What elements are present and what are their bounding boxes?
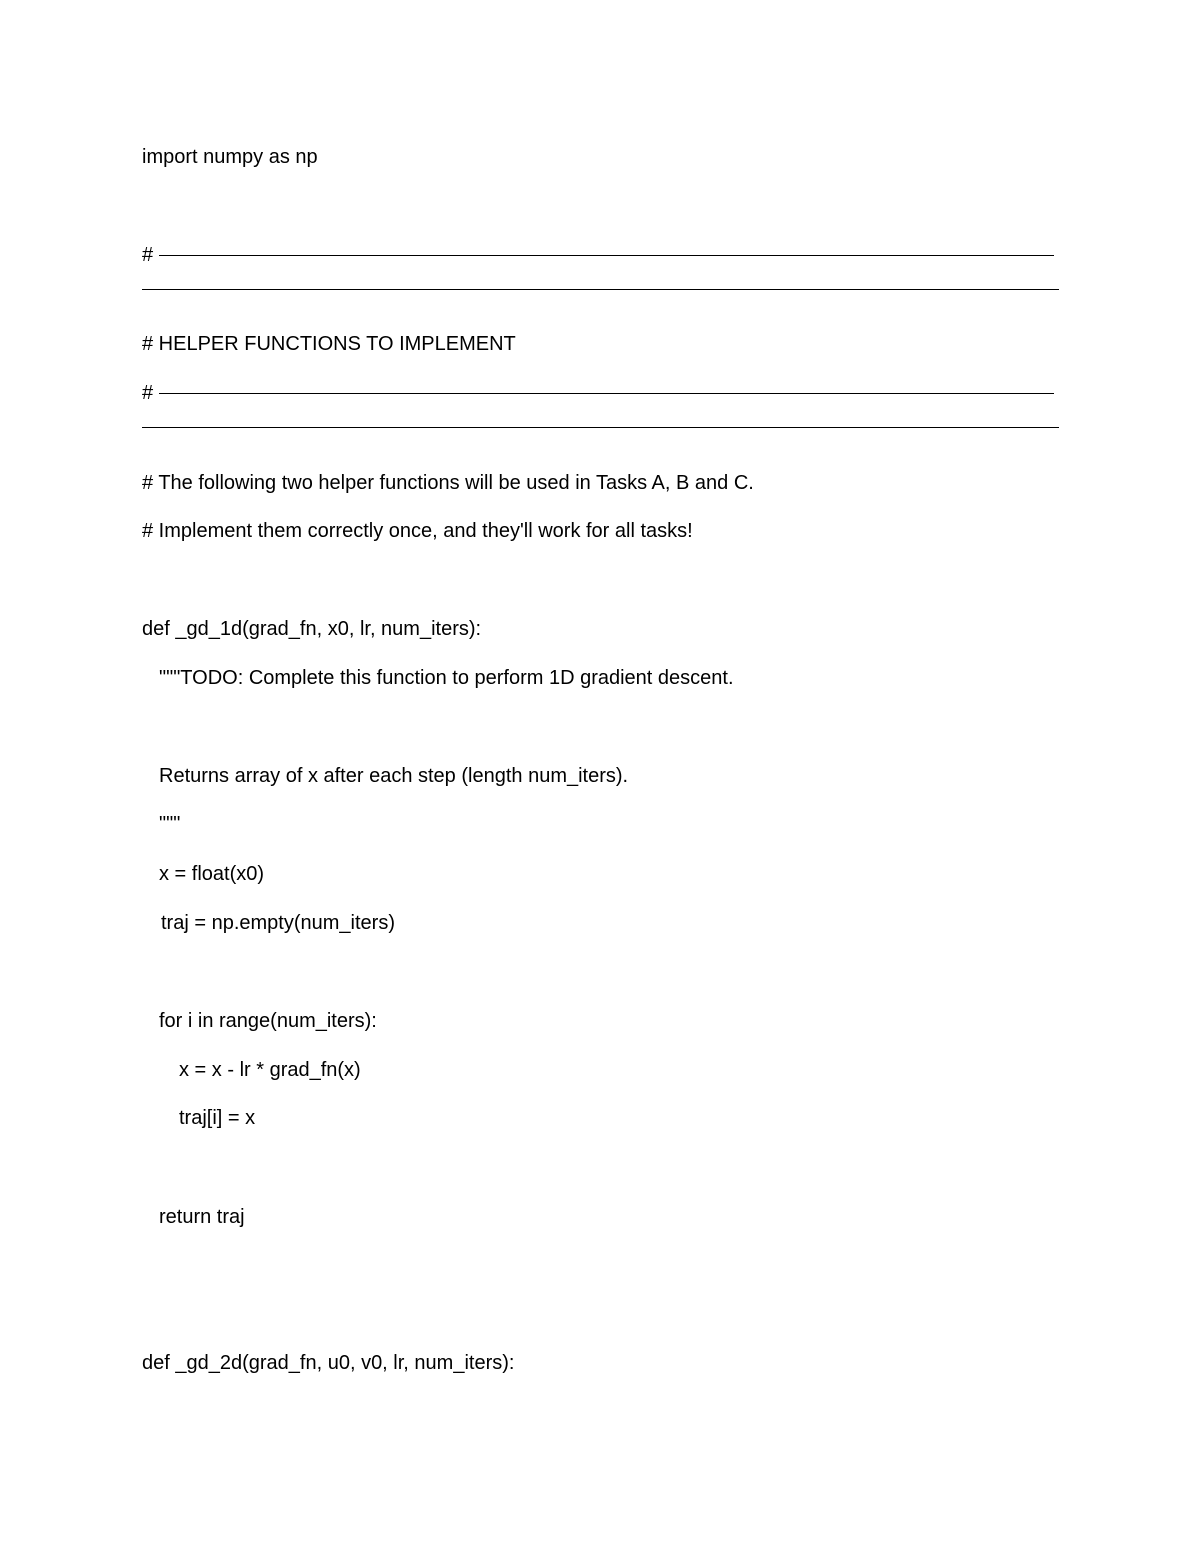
rule-line: [159, 255, 1054, 256]
divider-line: [142, 289, 1059, 290]
docstring-line: """TODO: Complete this function to perform 1D gradient descent.: [159, 667, 734, 689]
rule-hash: #: [142, 382, 154, 404]
docstring-close: """: [159, 813, 181, 835]
rule-line: [159, 393, 1054, 394]
code-line: return traj: [159, 1206, 245, 1228]
divider-line: [142, 427, 1059, 428]
function-def-gd-1d: def _gd_1d(grad_fn, x0, lr, num_iters):: [142, 618, 482, 640]
code-line: for i in range(num_iters):: [159, 1010, 377, 1032]
code-line: x = x - lr * grad_fn(x): [179, 1059, 361, 1081]
import-line: import numpy as np: [142, 146, 318, 168]
comment-line: # The following two helper functions will be used in Tasks A, B and C.: [142, 472, 754, 494]
code-line: traj = np.empty(num_iters): [161, 912, 395, 934]
comment-line: # Implement them correctly once, and they'll work for all tasks!: [142, 520, 693, 542]
section-title: # HELPER FUNCTIONS TO IMPLEMENT: [142, 333, 516, 355]
code-line: x = float(x0): [159, 863, 265, 885]
docstring-line: Returns array of x after each step (length num_iters).: [159, 765, 629, 787]
rule-hash: #: [142, 244, 154, 266]
code-line: traj[i] = x: [179, 1107, 256, 1129]
function-def-gd-2d: def _gd_2d(grad_fn, u0, v0, lr, num_iters):: [142, 1352, 515, 1374]
